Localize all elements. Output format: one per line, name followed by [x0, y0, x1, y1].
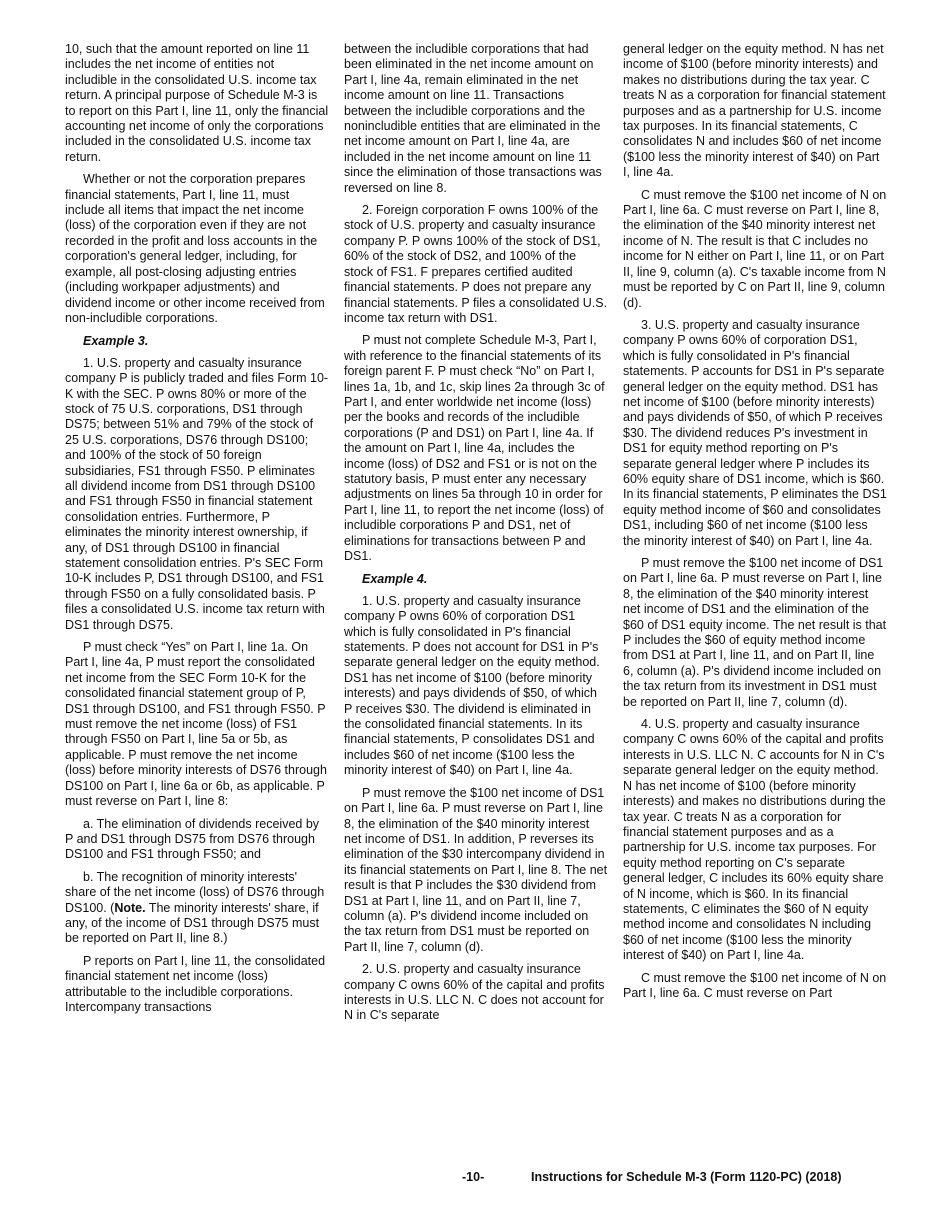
note-label: Note. [114, 900, 146, 915]
paragraph: C must remove the $100 net income of N on Part I, line 6a. C must reverse on Part [623, 970, 887, 1000]
paragraph: general ledger on the equity method. N has net income of $100 (before minority interests) and makes no distributions during the tax year. C treats N as a corporation for financial statement purposes and as a partnership for U.S. income tax purposes. In its financial statements, C consolidates N and includes $60 of net income ($100 less the minority interest of $40) on Part I, line 4a. [623, 42, 886, 180]
paragraph: P must remove the $100 net income of DS1 on Part I, line 6a. P must reverse on Part I, line 8, the elimination of the $40 minority interest net income of DS1 and the elimination of the $60 of DS1 equity income. The net result is that P includes the $60 of equity method income from DS1 at Part I, line 11, and on Part II, line 6, column (a). P's dividend income included on the tax return from its investment in DS1 must be reported on Part II, line 7, column (d). [623, 556, 887, 709]
paragraph: between the includible corporations that had been eliminated in the net income amount on Part I, line 4a, remain eliminated in the net income amount on line 11. Transactions between the includible corporations and the nonincludible entities that are eliminated in the net income amount on Part I, line 4a, are included in the net income amount on line 11 since the elimination of those transactions was reversed on line 8. [344, 42, 602, 195]
paragraph: P must not complete Schedule M-3, Part I, with reference to the financial statements of its foreign parent F. P must check “No” on Part I, lines 1a, 1b, and 1c, skip lines 2a through 3c of Part I, and enter worldwide net income (loss) per the books and records of the includible corporations (P and DS1) on Part I, line 4a. If the amount on Part I, line 4a, includes the income (loss) of DS2 and FS1 or is not on the statutory basis, P must enter any necessary adjustments on lines 5a through 10 in order for Part I, line 11, to report the net income (loss) of includible corporations P and DS1, net of eliminations for transactions between P and DS1. [344, 333, 605, 563]
paragraph: 1. U.S. property and casualty insurance company P owns 60% of corporation DS1 which is fully consolidated in P's financial statements. P does not account for DS1 in P's separate general ledger on the equity method. DS1 has net income of $100 (before minority interests) and pays dividends of $50, of which P receives $30. The dividend is eliminated in the consolidated financial statements. In its financial statements, P consolidates DS1 and includes $60 of net income ($100 less the minority interest of $40) on Part I, line 4a. [344, 593, 600, 778]
column-left [65, 42, 329, 1022]
paragraph: 2. Foreign corporation F owns 100% of the stock of U.S. property and casualty insurance company P. P owns 100% of the stock of DS1, 60% of the stock of DS2, and 100% of the stock of FS1. F prepares certified audited financial statements. P does not prepare any financial statements. P files a consolidated U.S. income tax return with DS1. [344, 203, 608, 325]
paragraph: P reports on Part I, line 11, the consolidated financial statement net income (loss) attributable to the includible corporations. Intercompany transactions [65, 953, 326, 1014]
paragraph: P must check “Yes” on Part I, line 1a. On Part I, line 4a, P must report the consolidated net income from the SEC Form 10-K for the consolidated financial statement group of P, DS1 through DS100, and FS1 through FS50. P must remove the net income (loss) of FS1 through FS50 on Part I, line 5a or 5b, as applicable. P must remove the net income (loss) before minority interests of DS76 through DS100 on Part I, line 6a or 6b, as applicable. P must reverse on Part I, line 8: [65, 640, 327, 809]
paragraph-text: The minority interests' share, if any, of the income of DS1 through DS75 must be reported on Part II, line 8.) [65, 900, 320, 946]
paragraph: Whether or not the corporation prepares financial statements, Part I, line 11, must include all items that impact the net income (loss) of the corporation even if they are not recorded in the profit and loss accounts in the corporation's general ledger, including, for example, all post-closing adjusting entries (including workpaper adjustments) and dividend income or other income received from non-includible corporations. [65, 172, 325, 325]
paragraph: 1. U.S. property and casualty insurance company P is publicly traded and files Form 10-K with the SEC. P owns 80% or more of the stock of 75 U.S. corporations, DS1 through DS75; between 51% and 79% of the stock of 25 U.S. corporations, DS76 through DS100; and 100% of the stock of 50 foreign subsidiaries, FS1 through FS50. P eliminates all dividend income from DS1 through DS100 and FS1 through FS50 in financial statement consolidation entries. Furthermore, P eliminates the minority interest ownership, if any, of DS1 through DS100 in financial statement consolidation entries. P's SEC Form 10-K includes P, DS1 through DS100, and FS1 through FS50 on a fully consolidated basis. P files a consolidated U.S. income tax return with DS1 through DS75. [65, 355, 329, 632]
list-item [65, 870, 329, 947]
paragraph: 10, such that the amount reported on line 11 includes the net income of entities not includible in the consolidated U.S. income tax return. A principal purpose of Schedule M-3 is to report on this Part I, line 11, only the financial accounting net income of only the corporations included in the consolidated U.S. income tax return. [65, 42, 329, 164]
list-item: a. The elimination of dividends received by P and DS1 through DS75 from DS76 through DS100 and FS1 through FS50; and [65, 816, 320, 862]
page-number: -10- [462, 1170, 485, 1184]
paragraph: 4. U.S. property and casualty insurance company C owns 60% of the capital and profits interests in U.S. LLC N. C accounts for N in C's separate general ledger on the equity method. N has net income of $100 (before minority interests) and makes no distributions during the tax year. C treats N as a corporation for financial statement purposes and as a partnership for U.S. income tax purposes. For equity method reporting on C's separate general ledger, C includes its 60% equity share of N income, which is $60. In its financial statements, C eliminates the $60 of N equity method income and consolidates N including $60 of net income ($100 less the minority interest of $40) on Part I, line 4a. [623, 717, 886, 963]
paragraph: P must remove the $100 net income of DS1 on Part I, line 6a. P must reverse on Part I, line 8, the elimination of the $40 minority interest net income of DS1. In addition, P reverses its elimination of the $30 intercompany dividend in its financial statements on Part I, line 8. The net result is that P includes the $30 dividend from DS1 at Part I, line 11, and on Part II, line 7, column (a). P's dividend income included on the tax return from DS1 must be reported on Part II, line 7, column (d). [344, 785, 608, 954]
column-middle [344, 42, 608, 1031]
paragraph-text: b. The recognition of minority interests' share of the net income (loss) of DS76 through DS100. ( [65, 869, 325, 915]
paragraph: 3. U.S. property and casualty insurance company P owns 60% of corporation DS1, which is fully consolidated in P's financial statements. P accounts for DS1 in P's separate general ledger on the equity method. DS1 has net income of $100 (before minority interests) and pays dividends of $50, of which P receives $30. The dividend reduces P's investment in DS1 for equity method reporting on P's separate general ledger where P includes its 60% equity share of DS1 income, which is $60. In its financial statements, P eliminates the DS1 equity method income of $60 and consolidates DS1, including $60 of net income ($100 less the minority interest of $40) on Part I, line 4a. [623, 317, 887, 548]
footer-title: Instructions for Schedule M-3 (Form 1120-PC) (2018) [531, 1170, 842, 1184]
paragraph: C must remove the $100 net income of N on Part I, line 6a. C must reverse on Part I, line 8, the elimination of the $40 minority interest net income of N. The result is that C includes no income for N either on Part I, line 11, or on Part II, line 9, column (a). C's taxable income from N must be reported by C on Part II, line 9, column (d). [623, 187, 887, 310]
example-heading: Example 3. [83, 334, 149, 349]
paragraph: 2. U.S. property and casualty insurance company C owns 60% of the capital and profits interests in U.S. LLC N. C does not account for N in C's separate [344, 962, 605, 1023]
example-heading: Example 4. [362, 572, 428, 587]
column-right [623, 42, 887, 1008]
